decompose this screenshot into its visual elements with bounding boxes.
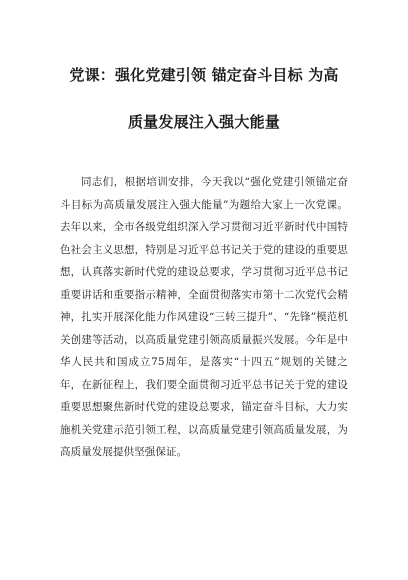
title-line-1: 党课：强化党建引领 锚定奋斗目标 为高 [69, 66, 339, 84]
title-line-2: 质量发展注入强大能量 [127, 113, 280, 131]
body-paragraph: 同志们，根据培训安排，今天我以“强化党建引领锚定奋斗目标为高质量发展注入强大能量”为题给大家上一次党课。去年以来，全市各级党组织深入学习贯彻习近平新时代中国特色社会主义思想，特别是习近平总书记关于党的建设的重要思想，认真落实新时代党的建设总要求，学习贯彻习近平总书记重要讲话和重要指示精神，全面贯彻落实市第十二次党代会精神，扎实开展深化能力作风建设“三转三提升”、“先锋”模范机关创建等活动，以高质量党建引领高质量振兴发展。今年是中华人民共和国成立75周年，是落实“十四五”规划的关键之年，在新征程上，我们要全面贯彻习近平总书记关于党的建设重要思想聚焦新时代党的建设总要求，锚定奋斗目标，大力实施机关党建示范引领工程，以高质量党建引领高质量发展，为高质量发展提供坚强保证。 [60, 176, 348, 458]
document-title [60, 66, 348, 131]
